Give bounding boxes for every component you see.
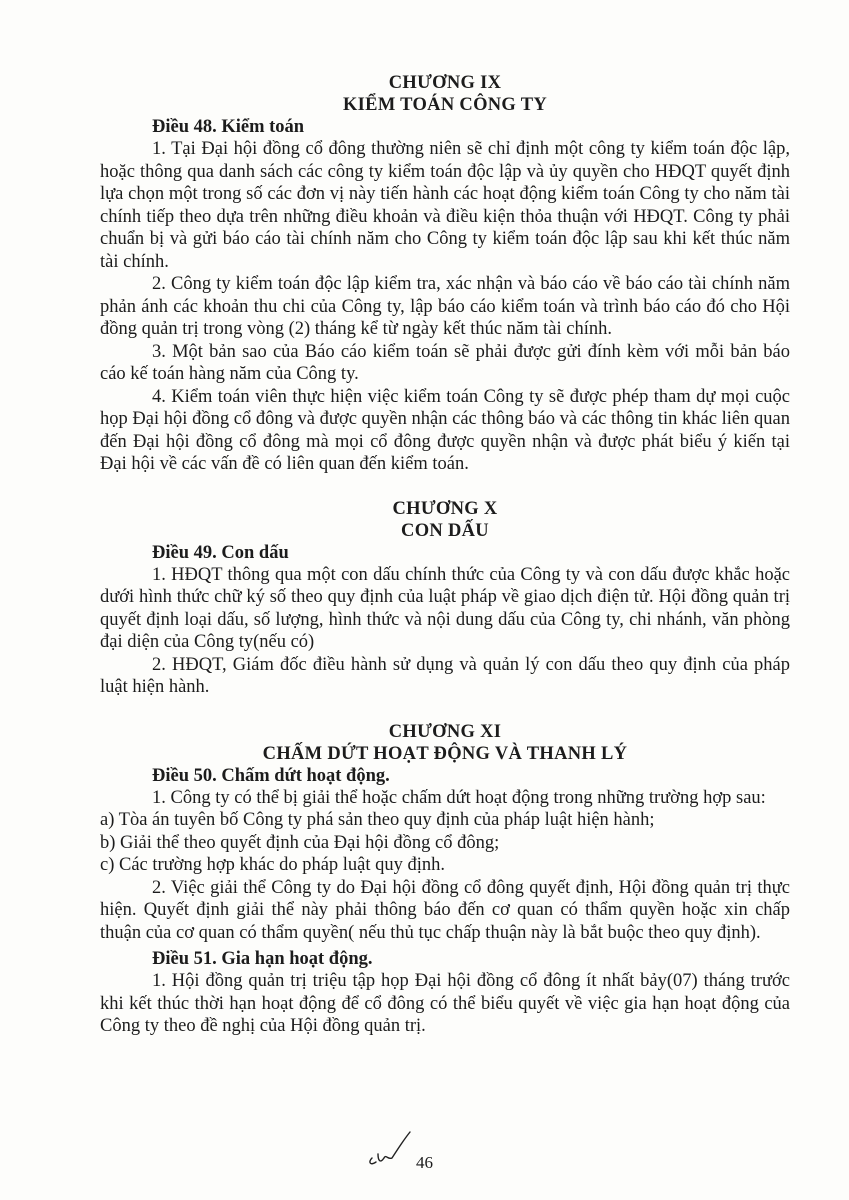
list-item: a) Tòa án tuyên bố Công ty phá sản theo quy định của pháp luật hiện hành; bbox=[100, 810, 655, 830]
chapter-heading: CHƯƠNG X bbox=[392, 498, 498, 519]
document-page bbox=[100, 72, 790, 1038]
article-heading: Điều 49. Con dấu bbox=[152, 542, 289, 563]
chapter-heading: CHƯƠNG XI bbox=[388, 721, 502, 742]
article-heading: Điều 48. Kiểm toán bbox=[152, 117, 305, 137]
paragraph: 1. Công ty có thể bị giải thể hoặc chấm dứt hoạt động trong những trường hợp sau: bbox=[152, 787, 766, 808]
chapter-title: CON DẤU bbox=[401, 520, 489, 541]
paragraph: 4. Kiểm toán viên thực hiện việc kiểm toán Công ty sẽ được phép tham dự mọi cuộc họp Đại hội đồng cổ đông và được quyền nhận các thông báo và các thông tin khác liên quan đến Đại hội đồng cổ đông mà mọi cổ đông được quyền nhận và được phát biểu ý kiến tại Đại hội về các vấn đề có liên quan đến kiểm toán. bbox=[100, 386, 790, 474]
article-heading: Điều 50. Chấm dứt hoạt động. bbox=[152, 765, 390, 786]
paragraph: 3. Một bản sao của Báo cáo kiểm toán sẽ phải được gửi đính kèm với mỗi bản báo cáo kế toán hàng năm của Công ty. bbox=[100, 341, 790, 384]
chapter-heading: CHƯƠNG IX bbox=[388, 73, 502, 93]
paragraph: 2. Việc giải thể Công ty do Đại hội đồng cổ đông quyết định, Hội đồng quản trị thực hiện. Quyết định giải thể này phải thông báo đến cơ quan có thẩm quyền hoặc xin chấp thuận của cơ quan có thẩm quyền( nếu thủ tục chấp thuận này là bắt buộc theo quy định). bbox=[100, 877, 790, 943]
list-item: c) Các trường hợp khác do pháp luật quy định. bbox=[100, 855, 446, 875]
page-number: 46 bbox=[416, 1153, 433, 1172]
paragraph: 2. Công ty kiểm toán độc lập kiểm tra, xác nhận và báo cáo về báo cáo tài chính năm phản ánh các khoản thu chi của Công ty, lập báo cáo kiểm toán và trình báo cáo đó cho Hội đồng quản trị trong vòng (2) tháng kể từ ngày kết thúc năm tài chính. bbox=[100, 274, 790, 339]
chapter-title: CHẤM DỨT HOẠT ĐỘNG VÀ THANH LÝ bbox=[262, 743, 628, 764]
chapter-title: KIỂM TOÁN CÔNG TY bbox=[342, 95, 547, 115]
article-heading: Điều 51. Gia hạn hoạt động. bbox=[152, 949, 373, 969]
paragraph: 1. HĐQT thông qua một con dấu chính thức của Công ty và con dấu được khắc hoặc dưới hình thức chữ ký số theo quy định của luật pháp về giao dịch điện tử. Hội đồng quản trị quyết định loại dấu, số lượng, hình thức và nội dung dấu của Công ty, chi nhánh, văn phòng đại diện của Công ty(nếu có) bbox=[100, 564, 790, 652]
paragraph: 2. HĐQT, Giám đốc điều hành sử dụng và quản lý con dấu theo quy định của pháp luật hiện hành. bbox=[100, 654, 790, 697]
list-item: b) Giải thể theo quyết định của Đại hội đồng cổ đông; bbox=[100, 832, 500, 853]
paragraph: 1. Tại Đại hội đồng cổ đông thường niên sẽ chỉ định một công ty kiểm toán độc lập, hoặc thông qua danh sách các công ty kiểm toán độc lập và ủy quyền cho HĐQT quyết định lựa chọn một trong số các đơn vị này tiến hành các hoạt động kiểm toán Công ty cho năm tài chính tiếp theo dựa trên những điều khoản và điều kiện thỏa thuận với HĐQT. Công ty phải chuẩn bị và gửi báo cáo tài chính năm cho Công ty kiểm toán độc lập sau khi kết thúc năm tài chính. bbox=[100, 139, 790, 272]
paragraph: 1. Hội đồng quản trị triệu tập họp Đại hội đồng cổ đông ít nhất bảy(07) tháng trước khi kết thúc thời hạn hoạt động để cổ đông có thể biểu quyết về việc gia hạn hoạt động của Công ty theo đề nghị của Hội đồng quản trị. bbox=[100, 971, 790, 1036]
